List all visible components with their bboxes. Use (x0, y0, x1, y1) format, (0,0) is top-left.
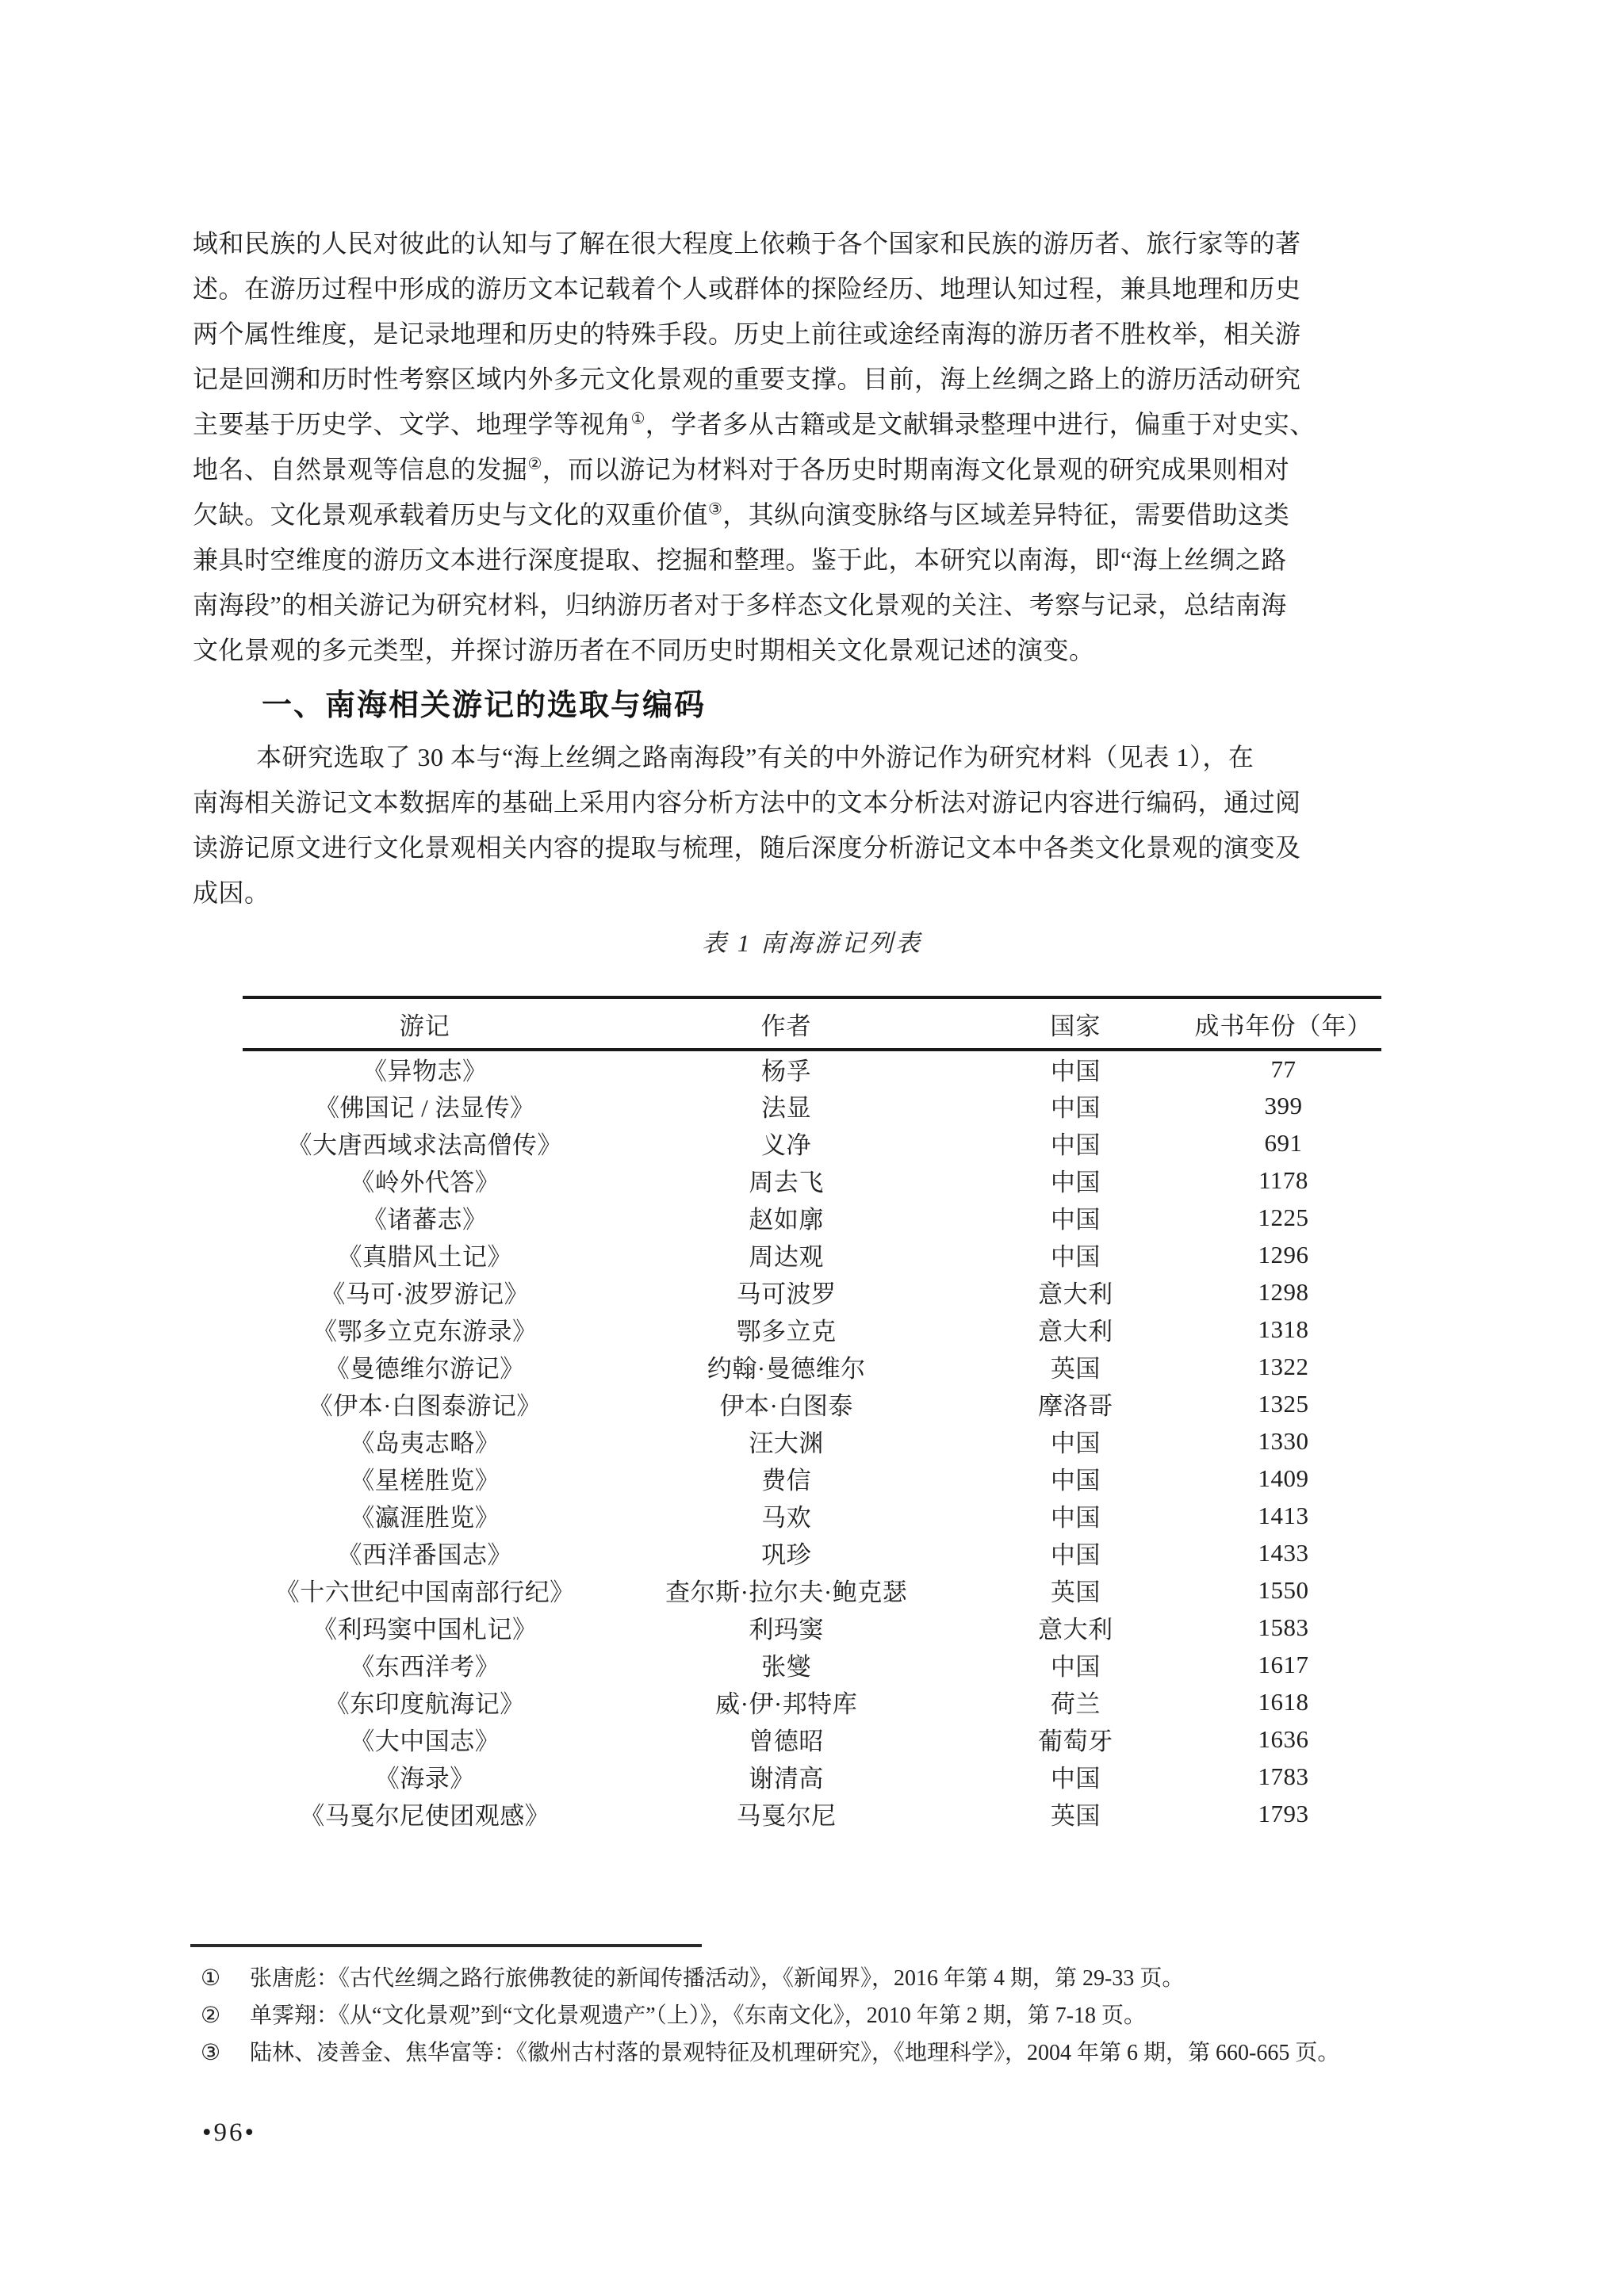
footnotes (193, 1960, 1431, 2072)
travel-notes-table (243, 996, 1381, 1832)
table-row (243, 1348, 1381, 1385)
table-row (243, 1571, 1381, 1609)
paragraph-line: 述。在游历过程中形成的游历文本记载着个人或群体的探险经历、地理认知过程，兼具地理和历史 (193, 274, 1301, 303)
cell-title: 《佛国记 / 法显传》 (314, 1094, 535, 1122)
cell-author: 赵如廓 (749, 1206, 824, 1234)
paragraph-line: 兼具时空维度的游历文本进行深度提取、挖掘和整理。鉴于此，本研究以南海，即“海上丝绸之路 (193, 545, 1287, 574)
paragraph-line: 南海段”的相关游记为研究材料，归纳游历者对于多样态文化景观的关注、考察与记录，总结南海 (193, 591, 1287, 619)
section-heading: 一、南海相关游记的选取与编码 (262, 689, 707, 722)
cell-country: 中国 (1050, 1653, 1101, 1681)
table-header-row (243, 997, 1381, 1050)
cell-country: 摩洛哥 (1038, 1392, 1113, 1420)
paragraph-line: 南海相关游记文本数据库的基础上采用内容分析方法中的文本分析法对游记内容进行编码，通过阅 (193, 788, 1301, 817)
cell-country: 意大利 (1038, 1616, 1113, 1644)
cell-title: 《鄂多立克东游录》 (312, 1318, 538, 1345)
column-header-title: 游记 (243, 997, 607, 1050)
cell-year: 1793 (1258, 1799, 1309, 1827)
cell-title: 《异物志》 (362, 1058, 488, 1085)
travel-notes-table-wrap (243, 996, 1381, 1832)
cell-title: 《岭外代答》 (350, 1169, 500, 1196)
paragraph-line: 成因。 (193, 878, 270, 907)
cell-year: 1318 (1258, 1314, 1309, 1343)
footnote-text: 张唐彪：《古代丝绸之路行旅佛教徒的新闻传播活动》，《新闻界》，2016 年第 4 期，第 29-33 页。 (250, 1966, 1185, 1991)
cell-title: 《东印度航海记》 (324, 1690, 525, 1718)
table-row (243, 1720, 1381, 1758)
cell-year: 1550 (1258, 1575, 1309, 1604)
table-row (243, 1199, 1381, 1236)
cell-author: 约翰·曼德维尔 (707, 1355, 866, 1383)
cell-year: 77 (1270, 1054, 1297, 1083)
table-row (243, 1311, 1381, 1348)
table-body (243, 1050, 1381, 1832)
cell-country: 英国 (1050, 1578, 1101, 1606)
cell-country: 中国 (1050, 1504, 1101, 1532)
table-row (243, 1236, 1381, 1273)
cell-year: 1322 (1258, 1352, 1309, 1380)
cell-author: 义净 (761, 1131, 812, 1159)
cell-title: 《海录》 (374, 1765, 475, 1793)
cell-year: 1409 (1258, 1464, 1309, 1492)
table-caption: 表 1 南海游记列表 (702, 929, 922, 957)
footnote (193, 2034, 1431, 2072)
footnote-separator (190, 1944, 702, 1947)
cell-author: 马戛尔尼 (736, 1802, 837, 1830)
cell-author: 马可波罗 (736, 1280, 837, 1308)
footnote-text: 陆林、凌善金、焦华富等：《徽州古村落的景观特征及机理研究》，《地理科学》，2004 年第 6 期，第 660-665 页。 (250, 2041, 1340, 2065)
table-row (243, 1124, 1381, 1161)
cell-author: 周去飞 (749, 1169, 824, 1196)
cell-country: 英国 (1050, 1802, 1101, 1830)
cell-year: 1178 (1258, 1165, 1308, 1194)
table-row (243, 1646, 1381, 1683)
cell-year: 1636 (1258, 1724, 1309, 1753)
column-header-year: 成书年份（年） (1185, 997, 1381, 1050)
footnote-marker: ① (201, 1966, 221, 1991)
footnote (193, 1960, 1431, 1997)
cell-title: 《利玛窦中国札记》 (312, 1616, 538, 1644)
cell-year: 1433 (1258, 1538, 1309, 1567)
cell-title: 《瀛涯胜览》 (350, 1504, 500, 1532)
cell-country: 中国 (1050, 1467, 1101, 1494)
footnote (193, 1997, 1431, 2034)
cell-year: 1298 (1258, 1277, 1309, 1306)
cell-year: 1413 (1258, 1501, 1309, 1529)
cell-country: 中国 (1050, 1058, 1101, 1085)
cell-author: 法显 (761, 1094, 812, 1122)
cell-year: 1617 (1258, 1650, 1309, 1678)
cell-country: 中国 (1050, 1094, 1101, 1122)
cell-author: 周达观 (749, 1243, 824, 1271)
footnote-text: 单霁翔：《从“文化景观”到“文化景观遗产”（上）》，《东南文化》，2010 年第 2 期，第 7-18 页。 (250, 2003, 1147, 2028)
cell-title: 《诸蕃志》 (362, 1206, 488, 1234)
cell-title: 《曼德维尔游记》 (324, 1355, 525, 1383)
cell-country: 中国 (1050, 1169, 1101, 1196)
table-row (243, 1422, 1381, 1460)
cell-country: 中国 (1050, 1541, 1101, 1569)
cell-year: 1296 (1258, 1240, 1309, 1269)
cell-title: 《真腊风土记》 (337, 1243, 512, 1271)
paragraph-line: 文化景观的多元类型，并探讨游历者在不同历史时期相关文化景观记述的演变。 (193, 636, 1095, 664)
cell-title: 《十六世纪中国南部行纪》 (274, 1578, 575, 1606)
cell-year: 1325 (1258, 1389, 1309, 1418)
cell-title: 《岛夷志略》 (350, 1429, 500, 1457)
cell-year: 691 (1264, 1128, 1303, 1157)
table-header (243, 997, 1381, 1050)
paragraph-line: 地名、自然景观等信息的发掘②，而以游记为材料对于各历史时期南海文化景观的研究成果则相对 (193, 455, 1290, 484)
paragraph-line: 读游记原文进行文化景观相关内容的提取与梳理，随后深度分析游记文本中各类文化景观的演变及 (193, 833, 1301, 862)
table-row (243, 1460, 1381, 1497)
cell-year: 1618 (1258, 1687, 1309, 1716)
column-header-author: 作者 (607, 997, 966, 1050)
cell-title: 《马戛尔尼使团观感》 (300, 1802, 550, 1830)
table-row (243, 1161, 1381, 1199)
cell-author: 马欢 (761, 1504, 812, 1532)
cell-author: 鄂多立克 (736, 1318, 837, 1345)
page-number: •96• (202, 2118, 257, 2147)
paragraph-line: 本研究选取了 30 本与“海上丝绸之路南海段”有关的中外游记作为研究材料（见表 1），在 (256, 743, 1254, 771)
cell-title: 《星槎胜览》 (350, 1467, 500, 1494)
cell-year: 399 (1264, 1091, 1303, 1119)
table-row (243, 1609, 1381, 1646)
cell-title: 《伊本·白图泰游记》 (308, 1392, 542, 1420)
cell-author: 利玛窦 (749, 1616, 824, 1644)
cell-title: 《大唐西域求法高僧传》 (287, 1131, 562, 1159)
cell-title: 《西洋番国志》 (337, 1541, 512, 1569)
table-row (243, 1795, 1381, 1832)
column-header-country: 国家 (966, 997, 1185, 1050)
cell-year: 1783 (1258, 1762, 1309, 1790)
paragraph-line: 主要基于历史学、文学、地理学等视角①，学者多从古籍或是文献辑录整理中进行，偏重于对史实、 (193, 410, 1316, 438)
cell-author: 曾德昭 (749, 1728, 824, 1755)
cell-country: 葡萄牙 (1038, 1728, 1113, 1755)
table-row (243, 1273, 1381, 1311)
cell-author: 汪大渊 (749, 1429, 824, 1457)
cell-country: 中国 (1050, 1131, 1101, 1159)
table-row (243, 1683, 1381, 1720)
footnote-marker: ③ (201, 2041, 221, 2065)
cell-year: 1330 (1258, 1426, 1309, 1455)
cell-author: 威·伊·邦特库 (715, 1690, 858, 1718)
cell-title: 《马可·波罗游记》 (320, 1280, 530, 1308)
cell-country: 中国 (1050, 1243, 1101, 1271)
cell-author: 巩珍 (761, 1541, 812, 1569)
cell-author: 费信 (761, 1467, 812, 1494)
cell-title: 《大中国志》 (350, 1728, 500, 1755)
table-row (243, 1758, 1381, 1795)
table-row (243, 1497, 1381, 1534)
footnote-marker: ② (201, 2003, 221, 2028)
paragraph-line: 两个属性维度，是记录地理和历史的特殊手段。历史上前往或途经南海的游历者不胜枚举，相关游 (193, 320, 1301, 348)
cell-country: 中国 (1050, 1206, 1101, 1234)
cell-author: 张燮 (761, 1653, 812, 1681)
methods-paragraph (193, 735, 1431, 916)
cell-author: 杨孚 (761, 1058, 812, 1085)
cell-country: 英国 (1050, 1355, 1101, 1383)
table-row (243, 1087, 1381, 1124)
table-row (243, 1534, 1381, 1571)
cell-author: 谢清高 (749, 1765, 824, 1793)
cell-country: 荷兰 (1050, 1690, 1101, 1718)
paragraph-line: 欠缺。文化景观承载着历史与文化的双重价值③，其纵向演变脉络与区域差异特征，需要借助这类 (193, 500, 1290, 529)
cell-country: 意大利 (1038, 1280, 1113, 1308)
table-row (243, 1385, 1381, 1422)
cell-year: 1225 (1258, 1203, 1309, 1231)
cell-author: 查尔斯·拉尔夫·鲍克瑟 (665, 1578, 908, 1606)
paragraph-line: 记是回溯和历时性考察区域内外多元文化景观的重要支撑。目前，海上丝绸之路上的游历活动研究 (193, 365, 1301, 393)
cell-title: 《东西洋考》 (350, 1653, 500, 1681)
cell-country: 意大利 (1038, 1318, 1113, 1345)
paragraph-line: 域和民族的人民对彼此的认知与了解在很大程度上依赖于各个国家和民族的游历者、旅行家等的著 (193, 229, 1301, 258)
cell-author: 伊本·白图泰 (719, 1392, 853, 1420)
cell-country: 中国 (1050, 1765, 1101, 1793)
cell-year: 1583 (1258, 1613, 1309, 1641)
cell-country: 中国 (1050, 1429, 1101, 1457)
table-row (243, 1050, 1381, 1087)
intro-paragraph (193, 221, 1431, 673)
